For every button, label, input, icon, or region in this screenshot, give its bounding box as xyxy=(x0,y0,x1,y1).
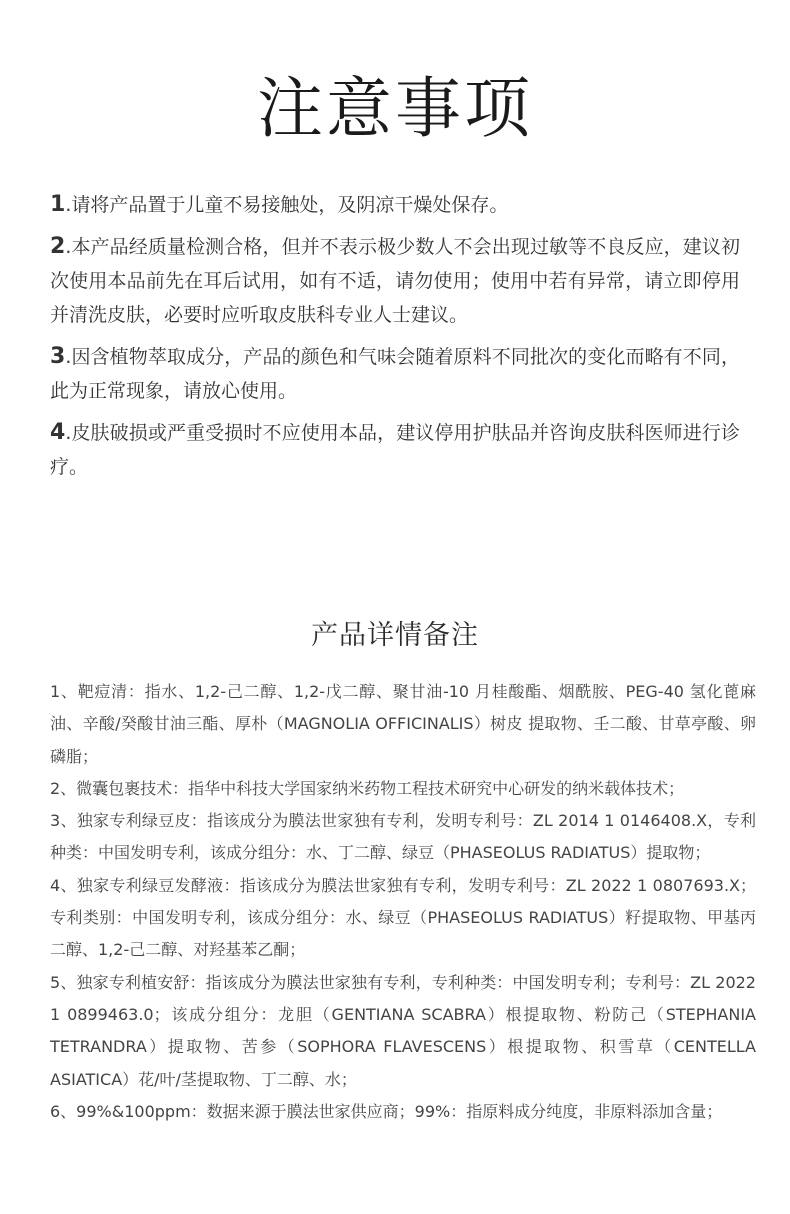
notice-number: 3 xyxy=(50,344,66,369)
notice-text: .因含植物萃取成分，产品的颜色和气味会随着原料不同批次的变化而略有不同，此为正常现象，请放心使用。 xyxy=(50,346,740,402)
notice-item-2 xyxy=(50,230,740,332)
notice-number: 2 xyxy=(50,234,66,259)
detail-item-4: 4、独家专利绿豆发酵液：指该成分为膜法世家独有专利，发明专利号：ZL 2022 1 0807693.X；专利类别：中国发明专利，该成分组分：水、绿豆（PHASEOLUS RADIATUS）籽提取物、甲基丙二醇、1,2-己二醇、对羟基苯乙酮； xyxy=(50,875,756,960)
details-title: 产品详情备注 xyxy=(311,620,479,651)
notice-number: 4 xyxy=(50,420,66,445)
detail-item-6: 6、99%&100ppm：数据来源于膜法世家供应商；99%：指原料成分纯度，非原料添加含量； xyxy=(50,1101,723,1121)
page-title: 注意事项 xyxy=(257,70,533,147)
notice-number: 1 xyxy=(50,192,66,217)
notice-item-3 xyxy=(50,340,740,408)
detail-item-1: 1、靶痘清：指水、1,2-己二醇、1,2-戊二醇、聚甘油-10 月桂酸酯、烟酰胺、PEG-40 氢化蓖麻油、辛酸/癸酸甘油三酯、厚朴（MAGNOLIA OFFICINALIS）树皮 提取物、壬二酸、甘草亭酸、卵磷脂； xyxy=(50,682,756,766)
detail-item-2: 2、微囊包裹技术：指华中科技大学国家纳米药物工程技术研究中心研发的纳米载体技术； xyxy=(50,778,685,798)
notice-text: .皮肤破损或严重受损时不应使用本品，建议停用护肤品并咨询皮肤科医师进行诊疗。 xyxy=(50,422,740,478)
notice-item-1 xyxy=(50,188,740,222)
notice-item-4 xyxy=(50,416,740,484)
detail-list xyxy=(50,676,756,1128)
notice-text: .本产品经质量检测合格，但并不表示极少数人不会出现过敏等不良反应，建议初次使用本品前先在耳后试用，如有不适，请勿使用；使用中若有异常，请立即停用并清洗皮肤，必要时应听取皮肤科专业人士建议。 xyxy=(50,236,740,326)
notice-list xyxy=(50,188,740,492)
detail-item-5: 5、独家专利植安舒：指该成分为膜法世家独有专利，专利种类：中国发明专利；专利号：ZL 2022 1 0899463.0；该成分组分：龙胆（GENTIANA SCABRA）根提取物、粉防己（STEPHANIA TETRANDRA）提取物、苦参（SOPHORA FLAVESCENS）根提取物、积雪草（CENTELLA ASIATICA）花/叶/茎提取物、丁二醇、水； xyxy=(50,972,756,1089)
detail-item-3: 3、独家专利绿豆皮：指该成分为膜法世家独有专利，发明专利号：ZL 2014 1 0146408.X，专利种类：中国发明专利，该成分组分：水、丁二醇、绿豆（PHASEOLUS RADIATUS）提取物； xyxy=(50,811,756,863)
notice-text: .请将产品置于儿童不易接触处，及阴凉干燥处保存。 xyxy=(65,194,509,216)
